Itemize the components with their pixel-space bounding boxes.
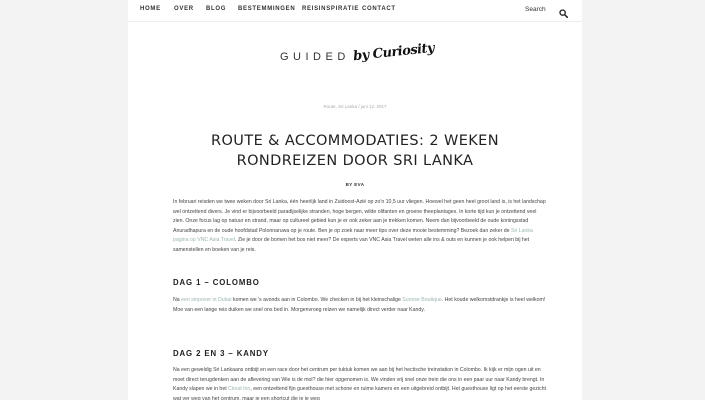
nav-item-reisinspiratie[interactable]: REISINSPIRATIE xyxy=(302,6,360,12)
site-logo[interactable] xyxy=(128,40,582,71)
section-heading-dag-1: DAG 1 – COLOMBO xyxy=(173,278,260,287)
sunrise-boutique-link[interactable]: Sunrise Boutique xyxy=(402,297,442,303)
top-navigation xyxy=(128,0,582,22)
post-title: ROUTE & ACCOMMODATIES: 2 WEKEN RONDREIZEN DOOR SRI LANKA xyxy=(211,132,499,169)
section-heading-dag-2-3: DAG 2 EN 3 – KANDY xyxy=(173,349,269,358)
search-input[interactable]: Search xyxy=(525,6,546,13)
paragraph-text: , een ontzettend fijn guesthouse met schone en ruime kamers en een uitgebreid ontbijt. Het guesthouse ligt op het eerste gezicht wat ver weg van het centrum, maar je een shortcut die je je weg xyxy=(173,386,546,400)
post-meta: Route, Sri Lanka / juni 12, 2017 xyxy=(323,104,387,109)
logo-script: by Curiosity xyxy=(352,40,435,65)
dag-1-paragraph xyxy=(173,296,547,315)
intro-text: In februari reisden we twee weken door Sri Lanka, één heerlijk land in Zuidoost-Azië op zo'n 10,5 uur vliegen. Hoewel het geen heel groot land is, is het landschap wel ontzettend divers. Je vind er bijvoorbeeld paradijselijke stranden, hoge bergen, wilde olifanten en groene theeplantages. In korte tijd kun je ontzettend veel zien. Onze focus lag op natuur en strand, maar op cultureel gebied kun je er ook zeker aan je trekken komen. Neem dan bijvoorbeeld de oude koningsstad Anuradhapura en de oude hoofdstad Polonnaruwa op je route. Ben je op zoek naar meer tips over deze mooie bestemming? Bezoek dan zeker de xyxy=(173,199,546,234)
sri-lanka-page-link[interactable]: Sri Lanka pagina op VNC Asia Travel xyxy=(173,227,533,243)
nav-item-contact[interactable]: CONTACT xyxy=(362,6,396,12)
intro-paragraph xyxy=(173,198,547,255)
dag-2-3-paragraph xyxy=(173,366,547,400)
post-byline: BY EVA xyxy=(345,182,365,187)
stopover-dubai-link[interactable]: een stopover in Dubai xyxy=(181,297,232,303)
paragraph-text: Na xyxy=(173,297,182,303)
intro-text: . Zie je door de bomen het bos niet meer? De experts van VNC Asia Travel weten alle ins & outs en kunnen je ook helpen bij het samenstellen en boeken van je reis. xyxy=(173,237,530,253)
nav-item-over[interactable]: OVER xyxy=(174,6,194,12)
nav-item-home[interactable]: HOME xyxy=(140,6,161,12)
paragraph-text: . Het koude welkomstdrankje is heel welkom! Moe van een lange reis duiken we snel ons bed in. Morgenvroeg reizen we namelijk direct verder naar Kandy. xyxy=(173,297,546,313)
search-icon[interactable] xyxy=(559,5,568,14)
cloud-inn-link[interactable]: Cloud Inn xyxy=(228,386,251,392)
paragraph-text: komen we 's avonds aan in Colombo. We checken in bij het kleinschalige xyxy=(231,297,403,303)
nav-item-blog[interactable]: BLOG xyxy=(206,6,227,12)
page xyxy=(128,0,582,400)
logo-wordmark: GUIDED xyxy=(280,51,350,63)
nav-item-bestemmingen[interactable]: BESTEMMINGEN xyxy=(238,6,296,12)
paragraph-text: Na een geweldig Sri Lankaans ontbijt en een race door het centrum per tuktuk komen we aan bij het hectische treinstation in Colombo. Ik kijk er mijn ogen uit en moet direct terugdenken aan de aflevering van Wie is de mol? die hier opgenomen is. We vinden vrij snel onze trein die ons in een paar uur naar Kandy brengt. In Kandy slapen we in het xyxy=(173,367,545,392)
